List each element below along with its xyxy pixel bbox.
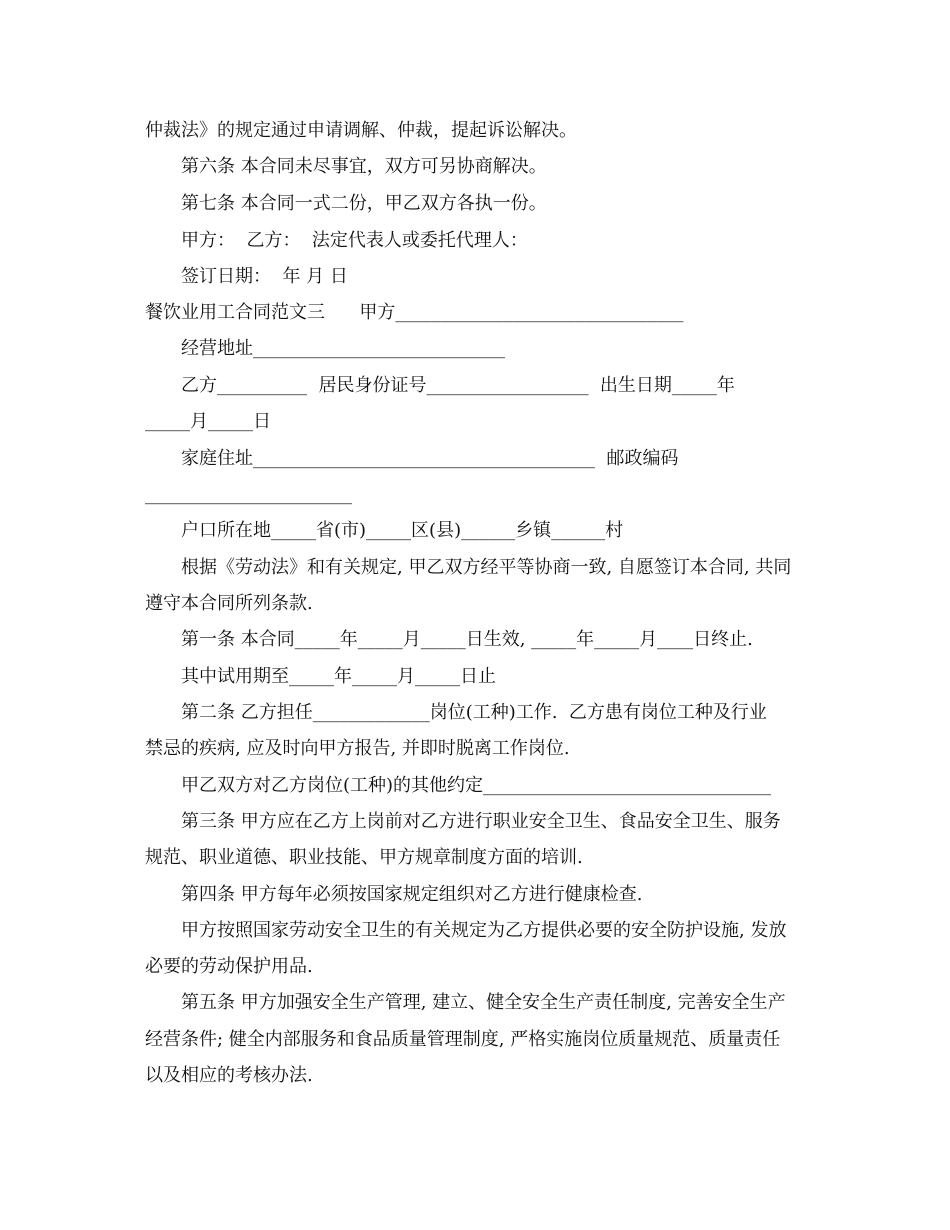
text-line: _______________________ bbox=[145, 484, 352, 505]
text-line: 第五条 甲方加强安全生产管理, 建立、健全安全生产责任制度, 完善安全生产 bbox=[181, 992, 786, 1013]
text-line: 签订日期： 年 月 日 bbox=[181, 266, 348, 287]
text-line: 乙方__________ 居民身份证号__________________ 出生日期_____年 bbox=[181, 375, 735, 396]
text-line: 第七条 本合同一式二份，甲乙双方各执一份。 bbox=[181, 193, 547, 214]
text-line: 第六条 本合同未尽事宜，双方可另协商解决。 bbox=[181, 156, 547, 177]
text-line: 以及相应的考核办法. bbox=[145, 1065, 313, 1086]
text-line: 第一条 本合同_____年_____月_____日生效, _____年_____月____日终止. bbox=[181, 629, 753, 650]
text-line: 第二条 乙方担任_____________岗位(工种)工作. 乙方患有岗位工种及行业 bbox=[181, 702, 767, 723]
text-line: 家庭住址______________________________________ 邮政编码 bbox=[181, 448, 679, 469]
text-line: 户口所在地_____省(市)_____区(县)______乡镇______村 bbox=[181, 520, 624, 541]
text-line: 第三条 甲方应在乙方上岗前对乙方进行职业安全卫生、食品安全卫生、服务 bbox=[181, 811, 781, 832]
text-line: 餐饮业用工合同范文三 甲方________________________________ bbox=[145, 302, 684, 323]
text-line: 遵守本合同所列条款. bbox=[145, 593, 313, 614]
text-line: 经营条件; 健全内部服务和食品质量管理制度, 严格实施岗位质量规范、质量责任 bbox=[145, 1029, 781, 1050]
text-line: 规范、职业道德、职业技能、甲方规章制度方面的培训. bbox=[145, 847, 583, 868]
text-line: 甲方： 乙方： 法定代表人或委托代理人： bbox=[181, 230, 528, 251]
text-line: 第四条 甲方每年必须按国家规定组织对乙方进行健康检查. bbox=[181, 884, 643, 905]
text-line: 其中试用期至_____年_____月_____日止 bbox=[181, 666, 496, 687]
text-line: 禁忌的疾病, 应及时向甲方报告, 并即时脱离工作岗位. bbox=[145, 738, 570, 759]
text-line: _____月_____日 bbox=[145, 411, 271, 432]
text-line: 必要的劳动保护用品. bbox=[145, 956, 313, 977]
text-line: 甲方按照国家劳动安全卫生的有关规定为乙方提供必要的安全防护设施, 发放 bbox=[181, 920, 787, 941]
text-line: 仲裁法》的规定通过申请调解、仲裁，提起诉讼解决。 bbox=[145, 120, 577, 141]
text-line: 经营地址____________________________ bbox=[181, 338, 505, 359]
text-line: 根据《劳动法》和有关规定, 甲乙双方经平等协商一致, 自愿签订本合同, 共同 bbox=[181, 557, 792, 578]
text-line: 甲乙双方对乙方岗位(工种)的其他约定________________________________ bbox=[181, 775, 772, 796]
